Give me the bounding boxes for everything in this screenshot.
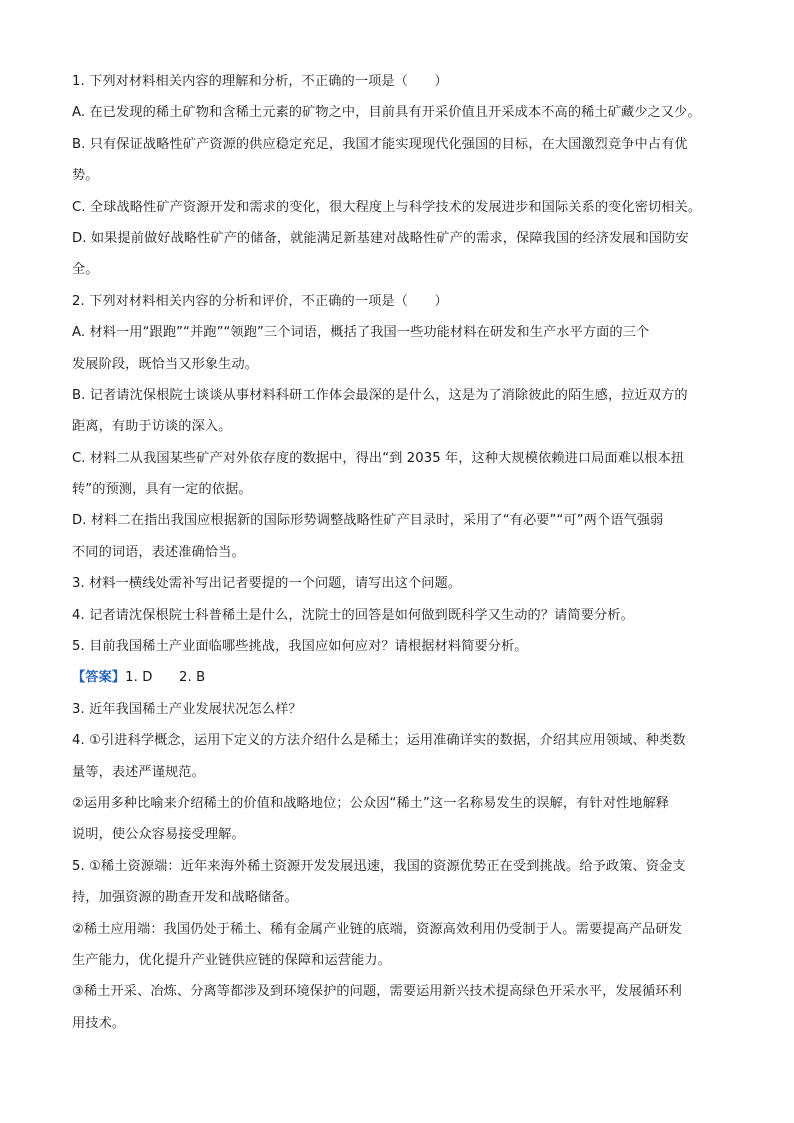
answer-4-part2: ②运用多种比喻来介绍稀土的价值和战略地位；公众因“稀土”这一名称易发生的误解，有针对性地解释 (72, 795, 670, 811)
answer-5-part3: ③稀土开采、冶炼、分离等都涉及到环境保护的问题，需要运用新兴技术提高绿色开采水平，发展循环利 (72, 984, 682, 1000)
answer-line (72, 662, 724, 693)
q2-option-a: A. 材料一用“跟跑”“并跑”“领跑”三个词语，概括了我国一些功能材料在研发和生产水平方面的三个 (72, 325, 650, 341)
q1-option-b: B. 只有保证战略性矿产资源的供应稳定充足，我国才能实现现代化强国的目标，在大国激烈竞争中占有优 (72, 136, 688, 152)
q2-option-c: C. 材料二从我国某些矿产对外依存度的数据中，得出“到 2035 年，这种大规模依赖进口局面难以根本扭 (72, 450, 685, 466)
answer-4-part1-cont: 量等，表述严谨规范。 (72, 764, 205, 780)
q1-option-a: A. 在已发现的稀土矿物和含稀土元素的矿物之中，目前具有开采价值且开采成本不高的稀土矿藏少之又少。 (72, 105, 701, 121)
question-1-stem: 1. 下列对材料相关内容的理解和分析，不正确的一项是（ ） (72, 74, 448, 89)
answer-3: 3. 近年我国稀土产业发展状况怎么样？ (72, 701, 302, 717)
answer-5-part1-cont: 持，加强资源的勘查开发和战略储备。 (72, 890, 298, 906)
answer-value: 1. D 2. B (125, 670, 206, 686)
q2-option-c-cont: 转”的预测，具有一定的依据。 (72, 482, 252, 498)
q1-option-c: C. 全球战略性矿产资源开发和需求的变化，很大程度上与科学技术的发展进步和国际关系的变化密切相关。 (72, 199, 702, 215)
answer-5-part1: 5. ①稀土资源端：近年来海外稀土资源开发发展迅速，我国的资源优势正在受到挑战。给予政策、资金支 (72, 858, 686, 874)
question-2-stem: 2. 下列对材料相关内容的分析和评价，不正确的一项是（ ） (72, 293, 448, 309)
question-3: 3. 材料一横线处需补写出记者要提的一个问题，请写出这个问题。 (72, 576, 462, 592)
q2-option-d: D. 材料二在指出我国应根据新的国际形势调整战略性矿产目录时，采用了“有必要”“可”两个语气强弱 (72, 513, 664, 529)
answer-4-part1: 4. ①引进科学概念，运用下定义的方法介绍什么是稀土；运用准确详实的数据，介绍其应用领域、种类数 (72, 733, 686, 749)
question-5: 5. 目前我国稀土产业面临哪些挑战，我国应如何应对？请根据材料简要分析。 (72, 639, 528, 655)
answer-4-part2-cont: 说明，使公众容易接受理解。 (72, 827, 245, 843)
q1-option-b-cont: 势。 (72, 168, 99, 184)
q2-option-a-cont: 发展阶段，既恰当又形象生动。 (72, 356, 259, 372)
answer-5-part2-cont: 生产能力，优化提升产业链供应链的保障和运营能力。 (72, 952, 391, 968)
q2-option-d-cont: 不同的词语，表述准确恰当。 (72, 544, 245, 560)
q1-option-d-cont: 全。 (72, 262, 99, 278)
answer-5-part3-cont: 用技术。 (72, 1015, 126, 1031)
q1-option-d: D. 如果提前做好战略性矿产的储备，就能满足新基建对战略性矿产的需求，保障我国的经济发展和国防安 (72, 230, 689, 246)
q2-option-b-cont: 距离，有助于访谈的深入。 (72, 419, 232, 435)
answer-tag: 【答案】 (72, 670, 126, 686)
q2-option-b: B. 记者请沈保根院士谈谈从事材料科研工作体会最深的是什么，这是为了消除彼此的陌生感，拉近双方的 (72, 387, 688, 403)
question-4: 4. 记者请沈保根院士科普稀土是什么，沈院士的回答是如何做到既科学又生动的？请简要分析。 (72, 607, 634, 623)
answer-5-part2: ②稀土应用端：我国仍处于稀土、稀有金属产业链的底端，资源高效利用仍受制于人。需要提高产品研发 (72, 921, 682, 937)
